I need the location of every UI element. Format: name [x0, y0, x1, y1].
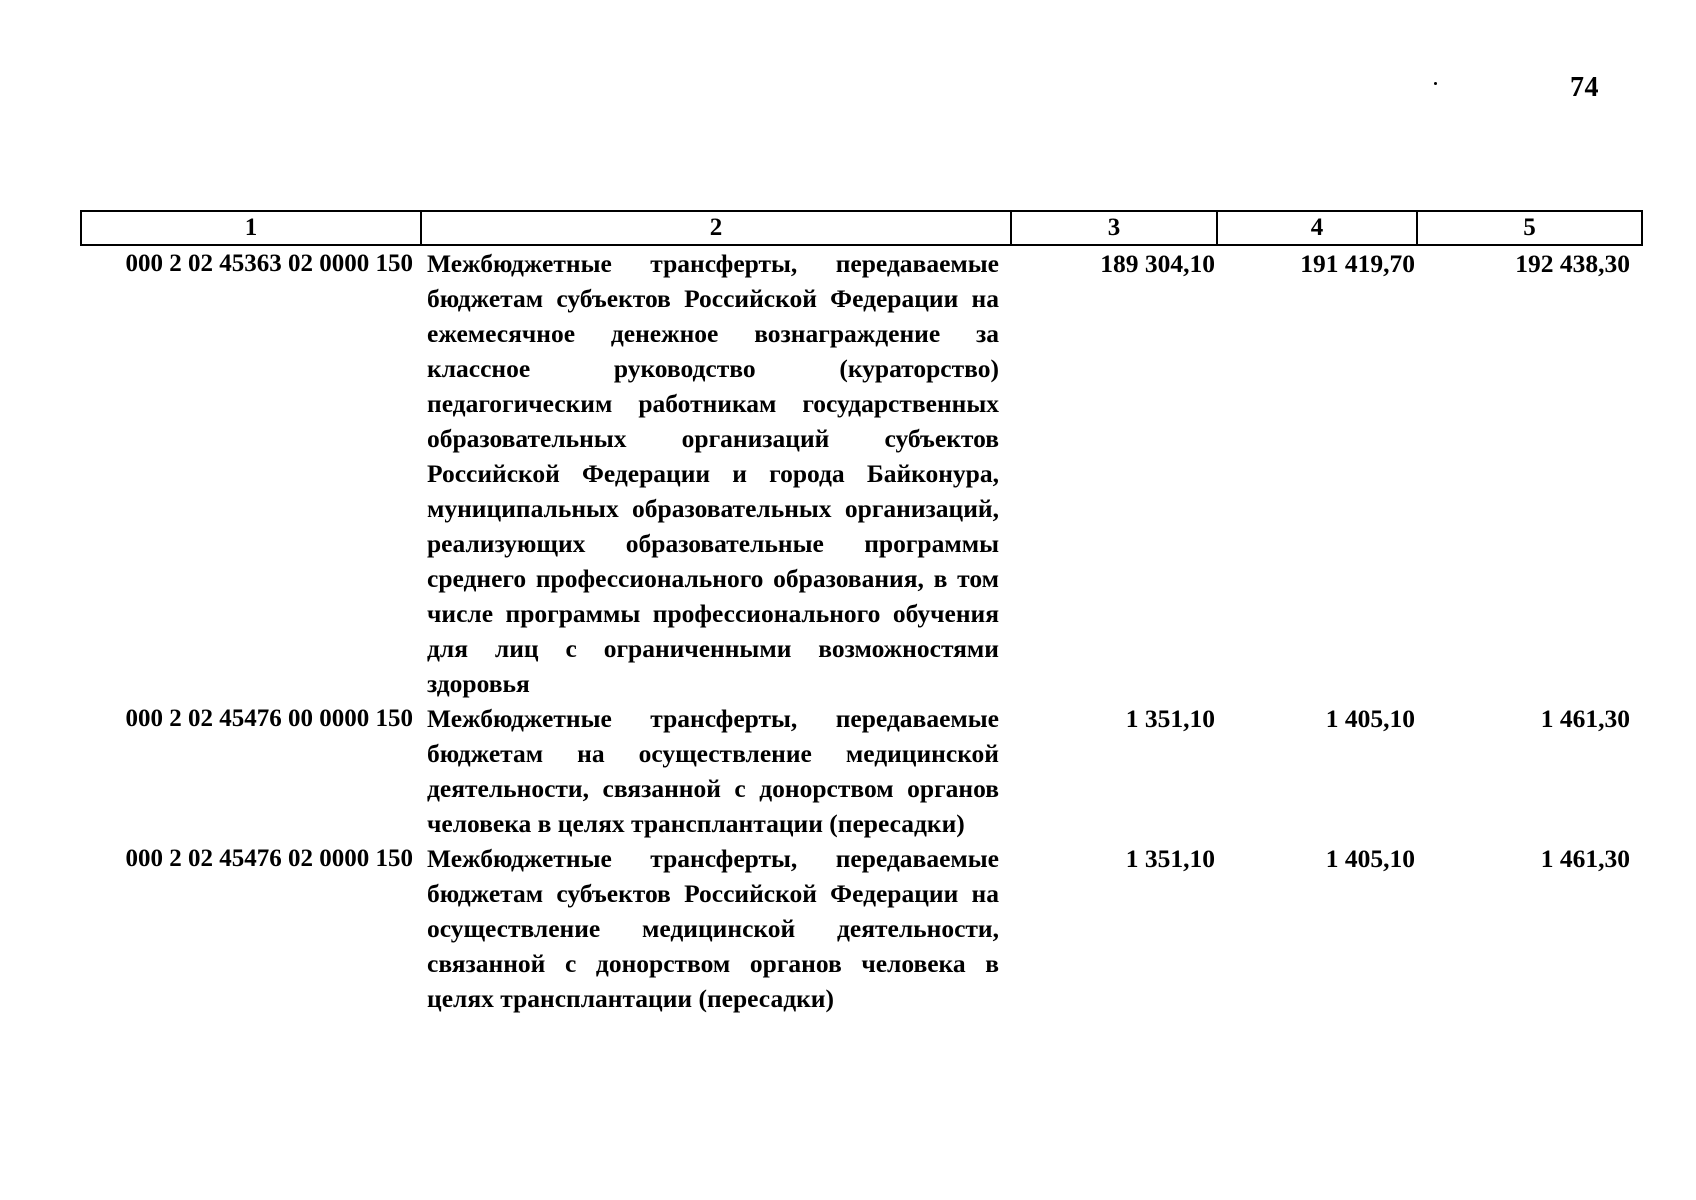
amount-col4-cell: 1 405,10 [1325, 844, 1415, 873]
amount-col4-cell: 191 419,70 [1300, 249, 1415, 278]
table-row [81, 701, 1642, 841]
column-header-5: 5 [1417, 211, 1642, 245]
budget-code-cell: 000 2 02 45363 02 0000 150 [125, 250, 413, 277]
amount-col3-cell: 1 351,10 [1125, 844, 1215, 873]
table-row [81, 841, 1642, 1016]
amount-col4-cell: 1 405,10 [1325, 704, 1415, 733]
scan-speck [1434, 82, 1437, 85]
description-cell: Межбюджетные трансферты, передаваемые бюджетам на осуществление медицинской деятельности, связанной с донорством органов человека в целях трансплантации (пересадки) [427, 704, 999, 838]
page-number: 74 [1570, 72, 1599, 103]
budget-table-container [80, 210, 1641, 1016]
amount-col3-cell: 1 351,10 [1125, 704, 1215, 733]
table-header-row [81, 211, 1642, 245]
description-cell: Межбюджетные трансферты, передаваемые бюджетам субъектов Российской Федерации на осуществление медицинской деятельности, связанной с донорством органов человека в целях трансплантации (пересадки) [427, 844, 999, 1013]
column-header-3: 3 [1011, 211, 1217, 245]
budget-code-cell: 000 2 02 45476 02 0000 150 [125, 845, 413, 872]
table-row [81, 245, 1642, 701]
amount-col5-cell: 192 438,30 [1515, 249, 1630, 278]
amount-col5-cell: 1 461,30 [1540, 844, 1630, 873]
budget-table [80, 210, 1643, 1016]
column-header-1: 1 [81, 211, 421, 245]
description-cell: Межбюджетные трансферты, передаваемые бюджетам субъектов Российской Федерации на ежемесячное денежное вознаграждение за классное руководство (кураторство) педагогическим работникам государственных образовательных организаций субъектов Российской Федерации и города Байконура, муниципальных образовательных организаций, реализующих образовательные программы среднего профессионального образования, в том числе программы профессионального обучения для лиц с ограниченными возможностями здоровья [427, 249, 999, 698]
column-header-4: 4 [1217, 211, 1417, 245]
column-header-2: 2 [421, 211, 1011, 245]
amount-col5-cell: 1 461,30 [1540, 704, 1630, 733]
amount-col3-cell: 189 304,10 [1100, 249, 1215, 278]
budget-code-cell: 000 2 02 45476 00 0000 150 [125, 705, 413, 732]
